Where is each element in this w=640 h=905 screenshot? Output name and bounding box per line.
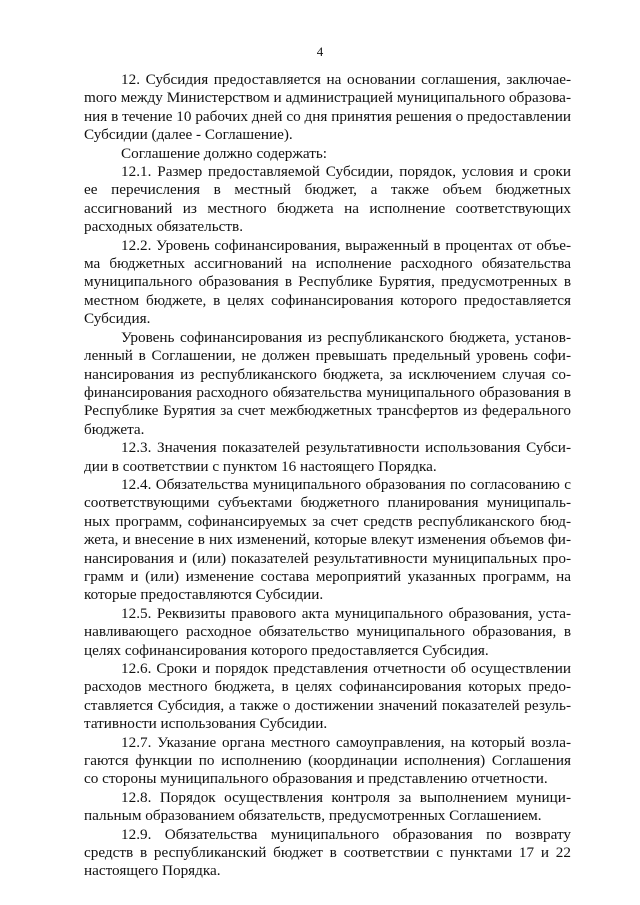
paragraph-12-8: 12.8. Порядок осуществления контроля за выполнением муниципальным образованием обязательств, предусмотренных Соглашением. bbox=[84, 788, 571, 825]
paragraph-12-3: 12.3. Значения показателей результативности использования Субсидии в соответствии с пунктом 16 настоящего Порядка. bbox=[84, 439, 571, 475]
paragraph-12: 12. Субсидия предоставляется на основании соглашения, заключаеmого между Министерством и администрацией муниципального образования в течение 10 рабочих дней со дня принятия решения о предоставлении Субсидии (далее - Соглашение). bbox=[84, 71, 571, 144]
page-number: 4 bbox=[316, 44, 324, 59]
document-body bbox=[84, 71, 571, 881]
paragraph-12-9: 12.9. Обязательства муниципального образования по возврату средств в республиканский бюджет в соответствии с пунктами 17 и 22 настоящего Порядка. bbox=[84, 825, 571, 880]
paragraph-12-5: 12.5. Реквизиты правового акта муниципального образования, устанавливающего расходное обязательство муниципального образования, в целях софинансирования которого предоставляется Субсидия. bbox=[84, 604, 571, 659]
paragraph-cofinancing-level: Уровень софинансирования из республиканского бюджета, установленный в Соглашении, не должен превышать предельный уровень софинансирования из республиканского бюджета, за исключением случая софинансирования расходного обязательства муниципального образования в Республике Бурятия за счет межбюджетных трансфертов из федерального бюджета. bbox=[84, 328, 571, 438]
paragraph-12-1: 12.1. Размер предоставляемой Субсидии, порядок, условия и сроки ее перечисления в местный бюджет, а также объем бюджетных ассигнований из местного бюджета на исполнение соответствующих расходных обязательств. bbox=[84, 163, 571, 236]
paragraph-12-2: 12.2. Уровень софинансирования, выраженный в процентах от объема бюджетных ассигнований на исполнение расходного обязательства муниципального образования в Республике Бурятия, предусмотренных в местном бюджете, в целях софинансирования которого предоставляется Субсидия. bbox=[84, 236, 571, 328]
paragraph-agreement-contents: Соглашение должно содержать: bbox=[121, 144, 328, 162]
paragraph-12-6: 12.6. Сроки и порядок представления отчетности об осуществлении расходов местного бюджета, в целях софинансирования которых предоставляется Субсидия, а также о достижении значений показателей результативности использования Субсидии. bbox=[84, 660, 571, 733]
paragraph-12-7: 12.7. Указание органа местного самоуправления, на который возлагаются функции по исполнению (координации исполнения) Соглашения со стороны муниципального образования и представлению отчетности. bbox=[84, 733, 571, 788]
paragraph-12-4: 12.4. Обязательства муниципального образования по согласованию с соответствующими субъектами бюджетного планирования муниципальных программ, софинансируемых за счет средств республиканского бюджета, и внесение в них изменений, которые влекут изменения объемов финансирования и (или) показателей результативности муниципальных программ и (или) изменение состава мероприятий указанных программ, на которые предоставляются Субсидии. bbox=[84, 475, 571, 604]
